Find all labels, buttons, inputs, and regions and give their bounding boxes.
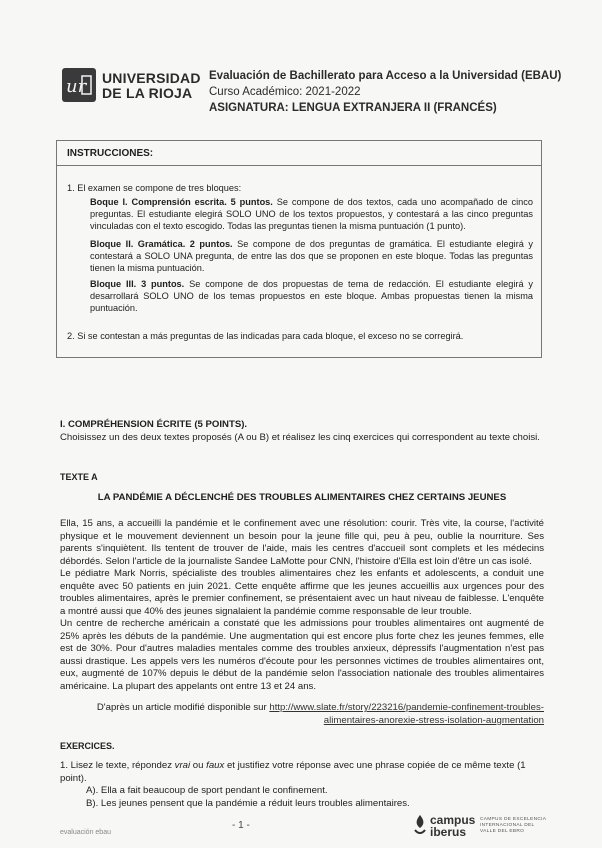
exercise-item-b: B). Les jeunes pensent que la pandémie a réduit leurs troubles alimentaires. [86,798,410,809]
campus-iberus-name: campus iberus [430,813,476,839]
instructions-header [57,141,541,166]
subject: ASIGNATURA: LENGUA EXTRANJERA II (FRANCÉS) [209,102,497,114]
source-link[interactable]: http://www.slate.fr/story/223216/pandemie-confinement-troubles- [269,702,544,713]
campus-iberus-logo-icon [413,814,427,836]
exam-title: Evaluación de Bachillerato para Acceso a la Universidad (EBAU) [209,70,562,82]
footer-note: evaluación ebau [60,829,111,836]
svg-text:ur: ur [66,76,87,97]
exercise-item-a: A). Ella a fait beaucoup de sport pendant le confinement. [86,785,328,796]
instructions-box [56,140,542,358]
article-source: D'après un article modifié disponible sur http://www.slate.fr/story/223216/pandemie-confinement-troubles- alimentaires-anorexie-stress-isolation-augmentation [96,702,544,726]
article-paragraph-2: Le pédiatre Mark Norris, spécialiste des troubles alimentaires chez les enfants et adolescents, a conduit une enquête avec 50 patients en juin 2021. Cette enquête affirme que les jeunes accueillis aux urgences pour des troubles alimentaires, après le premier confinement, se présentaient avec un haut niveau de faiblesse. L'enquête a montré aussi que 40% des jeunes signalaient la pandémie comme responsable de leur trouble. [60,568,544,617]
instructions-title: INSTRUCCIONES: [67,148,154,159]
article-paragraph-1: Ella, 15 ans, a accueilli la pandémie et le confinement avec une résolution: courir. Très vite, la course, l'activité physique et le mouvement deviennent un besoin pour la jeune fille qui, peu à peu, oublie la nourriture. Ses parents s'inquiètent. Ils tentent de trouver de l'aide, mais les centres d'accueil sont complets et les médecins débordés. Selon l'article de la journaliste Sandee LaMotte pour CNN, l'histoire d'Ella est loin d'être un cas isolé. [60,518,544,567]
campus-iberus-tagline: CAMPUS DE EXCELENCIA INTERNACIONAL DEL VALLE DEL EBRO [480,817,546,834]
exercises-heading: EXERCICES. [60,741,115,751]
article-title: LA PANDÉMIE A DÉCLENCHÉ DES TROUBLES ALIMENTAIRES CHEZ CERTAINS JEUNES [97,492,507,503]
section-heading: I. COMPRÉHENSION ÉCRITE (5 POINTS). [60,419,248,430]
instructions-item-2: 2. Si se contestan a más preguntas de las indicadas para cada bloque, el exceso no se corregirá. [67,331,464,341]
section-intro: Choisissez un des deux textes proposés (A ou B) et réalisez les cinq exercices qui correspondent au texte choisi. [60,432,540,443]
text-label: TEXTE A [60,472,98,482]
source-link-continued[interactable]: alimentaires-anorexie-stress-isolation-augmentation [323,714,544,726]
instructions-item-1: 1. El examen se compone de tres bloques: [67,183,242,193]
instructions-block-3: Bloque III. 3 puntos. Se compone de dos propuestas de tema de redacción. El estudiante elegirá y desarrollará SOLO UNO de los temas propuestos en este bloque. Ambas propuestas tienen la misma puntuación. [90,279,534,313]
instructions-block-2: Bloque II. Gramática. 2 puntos. Se compone de dos preguntas de gramática. El estudiante elegirá y contestará a SOLO UNA pregunta, de entre las dos que se proponen en este bloque. Todas las preguntas tienen la misma puntuación. [90,239,533,273]
article-paragraph-3: Un centre de recherche américain a constaté que les admissions pour troubles alimentaires ont augmenté de 25% après les débuts de la pandémie. Une augmentation qui est encore plus forte chez les jeunes femmes, elle est de 30%. Pour d'autres maladies mentales comme des troubles anxieux, dépressifs l'augmentation n'est pas aussi drastique. Les appels vers les numéros d'écoute pour les personnes victimes de troubles alimentaires ont, eux, augmenté de 107% depuis le début de la pandémie selon l'association nationale des troubles alimentaires américaine. La plupart des appelants ont entre 13 et 24 ans. [60,618,544,692]
course-year: Curso Académico: 2021-2022 [209,86,361,98]
university-name: UNIVERSIDAD DE LA RIOJA [102,70,201,101]
university-logo [62,68,96,102]
exercise-question-1: 1. Lisez le texte, répondez vrai ou faux et justifiez votre réponse avec une phrase copiée de ce même texte (1 point). [60,760,526,784]
page-number: - 1 - [232,820,250,831]
instructions-block-1: Boque I. Comprensión escrita. 5 puntos. Se compone de dos textos, cada uno acompañado de cinco preguntas. El estudiante elegirá SOLO UNO de los textos propuestos, y contestará a las cinco preguntas vinculadas con el texto escogido. Todas las preguntas tienen la misma puntuación (1 punto). [90,197,533,231]
